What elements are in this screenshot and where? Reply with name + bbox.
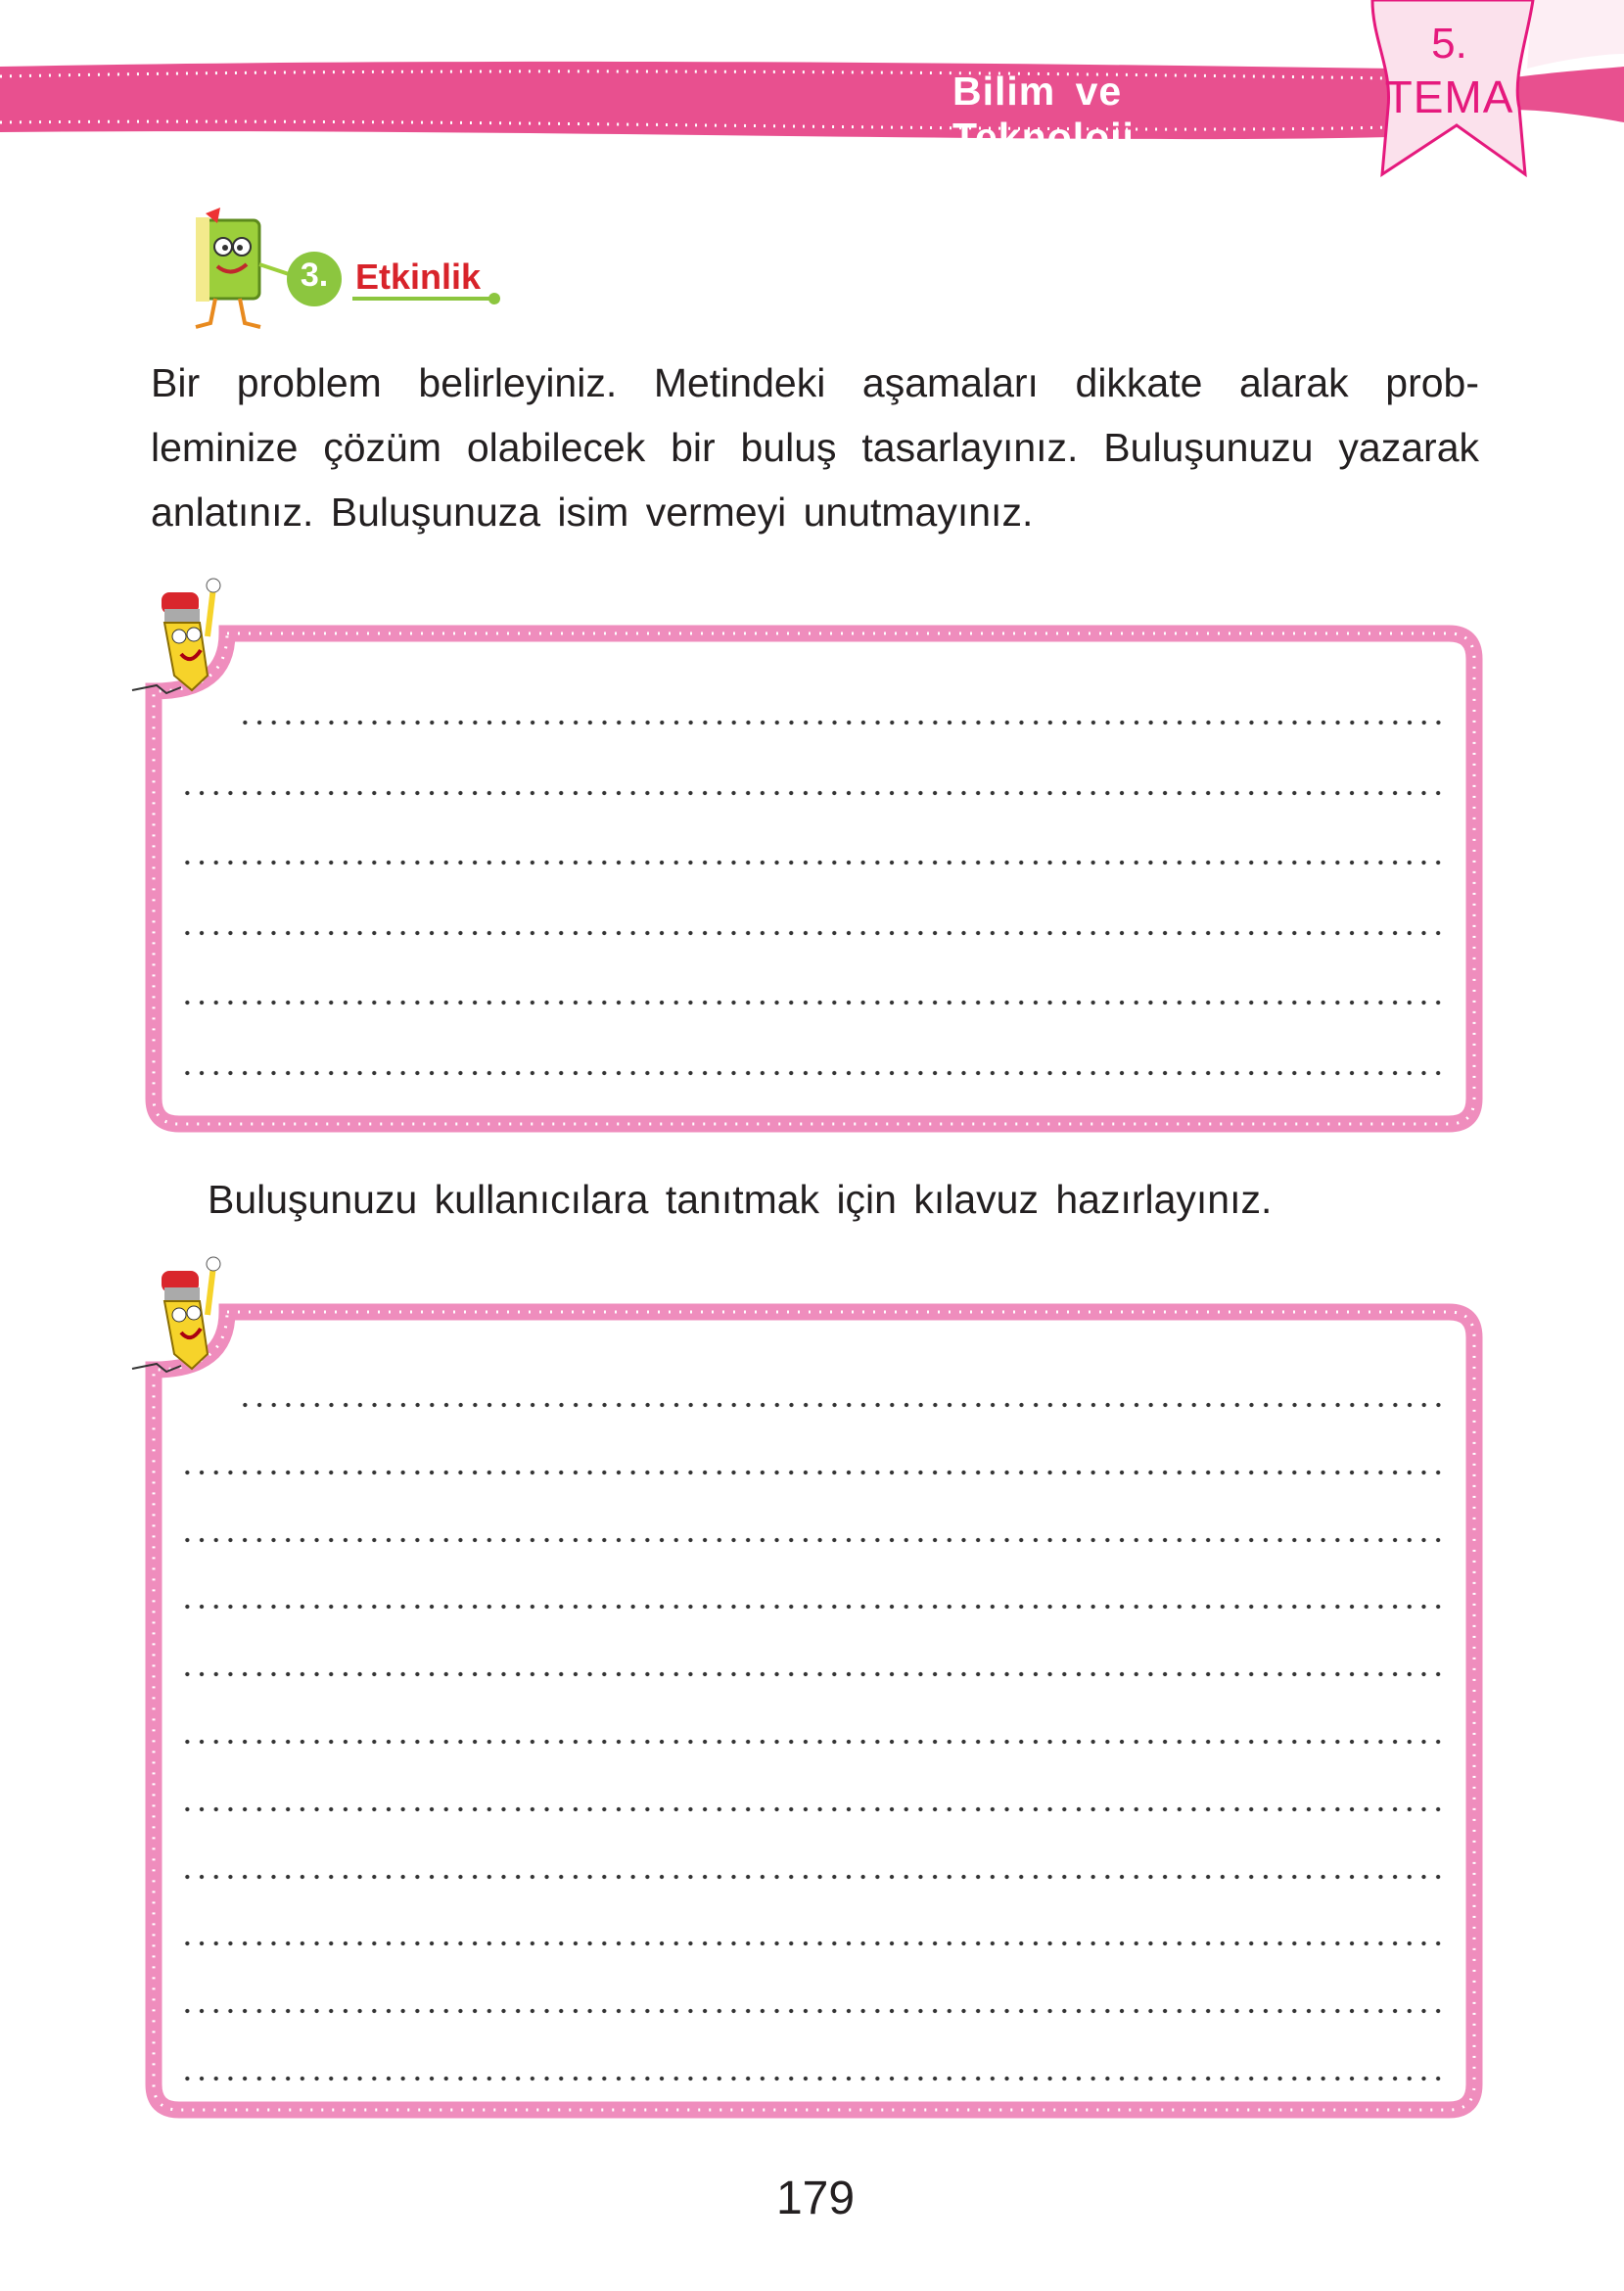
answer-box-2-border	[154, 1312, 1474, 2110]
writing-line[interactable]	[180, 999, 1441, 1006]
instruction-line: anlatınız. Buluşunuza isim vermeyi unutmayınız.	[151, 490, 1034, 535]
pencil-mascot-icon	[132, 1257, 220, 1372]
theme-number: 5.	[1431, 20, 1467, 68]
writing-line[interactable]	[180, 1469, 1441, 1476]
writing-line[interactable]	[180, 1805, 1441, 1813]
writing-line[interactable]	[238, 719, 1441, 726]
writing-line[interactable]	[180, 789, 1441, 797]
guide-prompt: Buluşunuzu kullanıcılara tanıtmak için kılavuz hazırlayınız.	[208, 1177, 1273, 1222]
book-mascot-icon	[196, 208, 289, 327]
writing-line[interactable]	[180, 859, 1441, 866]
writing-line[interactable]	[180, 2007, 1441, 2015]
activity-label: Etkinlik	[355, 257, 482, 297]
page-number: 179	[775, 2173, 856, 2224]
writing-line[interactable]	[180, 1670, 1441, 1678]
answer-box-1-border	[154, 633, 1474, 1124]
writing-line[interactable]	[180, 1940, 1441, 1947]
instruction-line: Bir problem belirleyiniz. Metindeki aşamaları dikkate alarak prob-	[151, 360, 1479, 405]
writing-line[interactable]	[180, 1738, 1441, 1746]
header-title: Bilim ve Teknoloji	[952, 69, 1135, 160]
writing-line[interactable]	[180, 929, 1441, 937]
writing-line[interactable]	[180, 2075, 1441, 2082]
writing-line[interactable]	[180, 1873, 1441, 1881]
writing-line[interactable]	[180, 1536, 1441, 1544]
instruction-line: leminize çözüm olabilecek bir buluş tasarlayınız. Buluşunuzu yazarak	[151, 425, 1479, 470]
writing-line[interactable]	[180, 1069, 1441, 1077]
pencil-mascot-icon	[132, 579, 220, 693]
activity-number: 3.	[300, 257, 329, 294]
writing-line[interactable]	[238, 1401, 1441, 1409]
theme-label: TEMA	[1384, 71, 1514, 122]
writing-line[interactable]	[180, 1603, 1441, 1611]
